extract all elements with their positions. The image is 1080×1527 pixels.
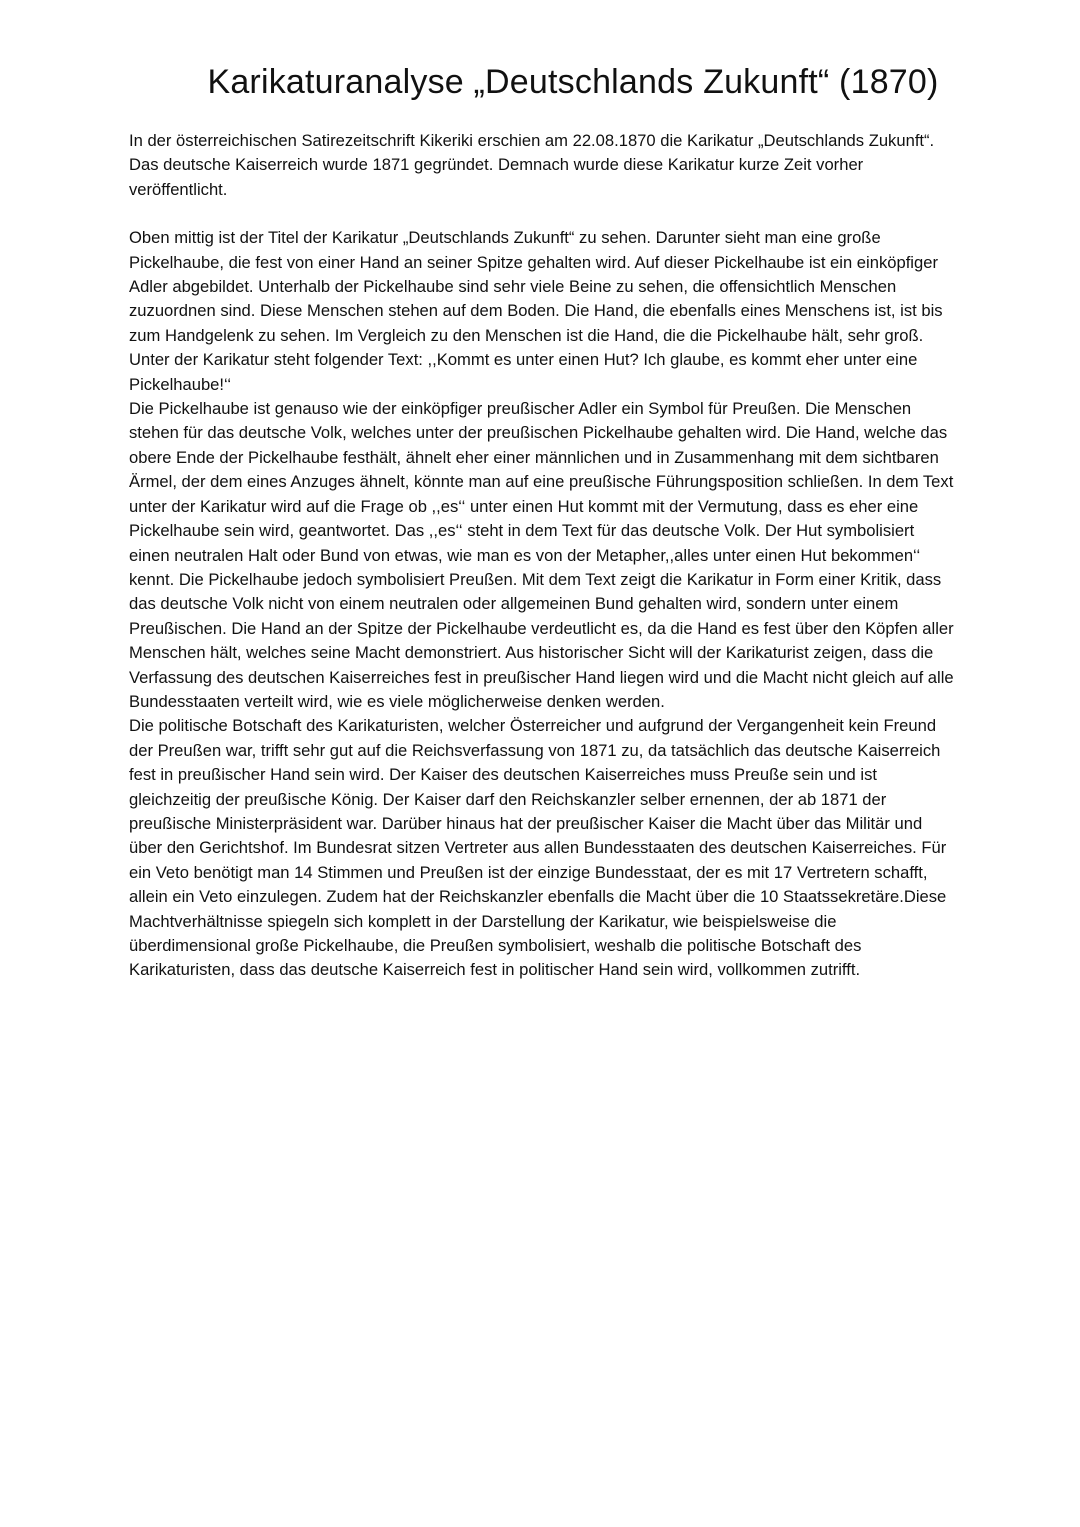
paragraph-interpretation: Die Pickelhaube ist genauso wie der einköpfiger preußischer Adler ein Symbol für Preußen. Die Menschen stehen für das deutsche Volk, welches unter der preußischen Pickelhaube gehalten wird. Die Hand, welche das obere Ende der Pickelhaube festhält, ähnelt eher einer männlichen und in Zusammenhang mit dem sichtbaren Ärmel, der dem eines Anzuges ähnelt, könnte man auf eine preußische Führungsposition schließen. In dem Text unter der Karikatur wird auf die Frage ob ,,es‘‘ unter einen Hut kommt mit der Vermutung, dass es eher eine Pickelhaube sein wird, geantwortet. Das ,,es‘‘ steht in dem Text für das deutsche Volk. Der Hut symbolisiert einen neutralen Halt oder Bund von etwas, wie man es von der Metapher,,alles unter einen Hut bekommen‘‘ kennt. Die Pickelhaube jedoch symbolisiert Preußen. Mit dem Text zeigt die Karikatur in Form einer Kritik, dass das deutsche Volk nicht von einem neutralen oder allgemeinen Bund gehalten wird, sondern unter einem Preußischen. Die Hand an der Spitze der Pickelhaube verdeutlicht es, da die Hand es fest über den Köpfen aller Menschen hält, welches seine Macht demonstriert. Aus historischer Sicht will der Karikaturist zeigen, dass die Verfassung des deutschen Kaiserreiches fest in preußischer Hand liegen wird und die Macht nicht gleich auf alle Bundesstaaten verteilt wird, wie es viele möglicherweise denken werden. bbox=[129, 399, 954, 711]
document-title: Karikaturanalyse „Deutschlands Zukunft“ (1870) bbox=[207, 63, 939, 101]
paragraph-evaluation: Die politische Botschaft des Karikaturisten, welcher Österreicher und aufgrund der Vergangenheit kein Freund der Preußen war, trifft sehr gut auf die Reichsverfassung von 1871 zu, da tatsächlich das deutsche Kaiserreich fest in preußischer Hand sein wird. Der Kaiser des deutschen Kaiserreiches muss Preuße sein und ist gleichzeitig der preußische König. Der Kaiser darf den Reichskanzler selber ernennen, der ab 1871 der preußische Ministerpräsident war. Darüber hinaus hat der preußischer Kaiser die Macht über das Militär und über den Gerichtshof. Im Bundesrat sitzen Vertreter aus allen Bundesstaaten des deutschen Kaiserreiches. Für ein Veto benötigt man 14 Stimmen und Preußen ist der einzige Bundesstaat, der es mit 17 Vertretern schafft, allein ein Veto einzulegen. Zudem hat der Reichskanzler ebenfalls die Macht über die 10 Staatssekretäre.Diese Machtverhältnisse spiegeln sich komplett in der Darstellung der Karikatur, wie beispielsweise die überdimensional große Pickelhaube, die Preußen symbolisiert, weshalb die politische Botschaft des Karikaturisten, dass das deutsche Kaiserreich fest in politischer Hand sein wird, vollkommen zutrifft. bbox=[129, 716, 947, 980]
paragraph-spacer bbox=[129, 202, 959, 226]
document-body bbox=[129, 129, 959, 983]
paragraph-intro: In der österreichischen Satirezeitschrift Kikeriki erschien am 22.08.1870 die Karikatur „Deutschlands Zukunft“. Das deutsche Kaiserreich wurde 1871 gegründet. Demnach wurde diese Karikatur kurze Zeit vorher veröffentlicht. bbox=[129, 131, 935, 199]
paragraph-description: Oben mittig ist der Titel der Karikatur „Deutschlands Zukunft“ zu sehen. Darunter sieht man eine große Pickelhaube, die fest von einer Hand an seiner Spitze gehalten wird. Auf dieser Pickelhaube ist ein einköpfiger Adler abgebildet. Unterhalb der Pickelhaube sind sehr viele Beine zu sehen, die offensichtlich Menschen zuzuordnen sind. Diese Menschen stehen auf dem Boden. Die Hand, die ebenfalls eines Menschens ist, ist bis zum Handgelenk zu sehen. Im Vergleich zu den Menschen ist die Hand, die die Pickelhaube hält, sehr groß. Unter der Karikatur steht folgender Text: ,,Kommt es unter einen Hut? Ich glaube, es kommt eher unter eine Pickelhaube!‘‘ bbox=[129, 228, 943, 394]
